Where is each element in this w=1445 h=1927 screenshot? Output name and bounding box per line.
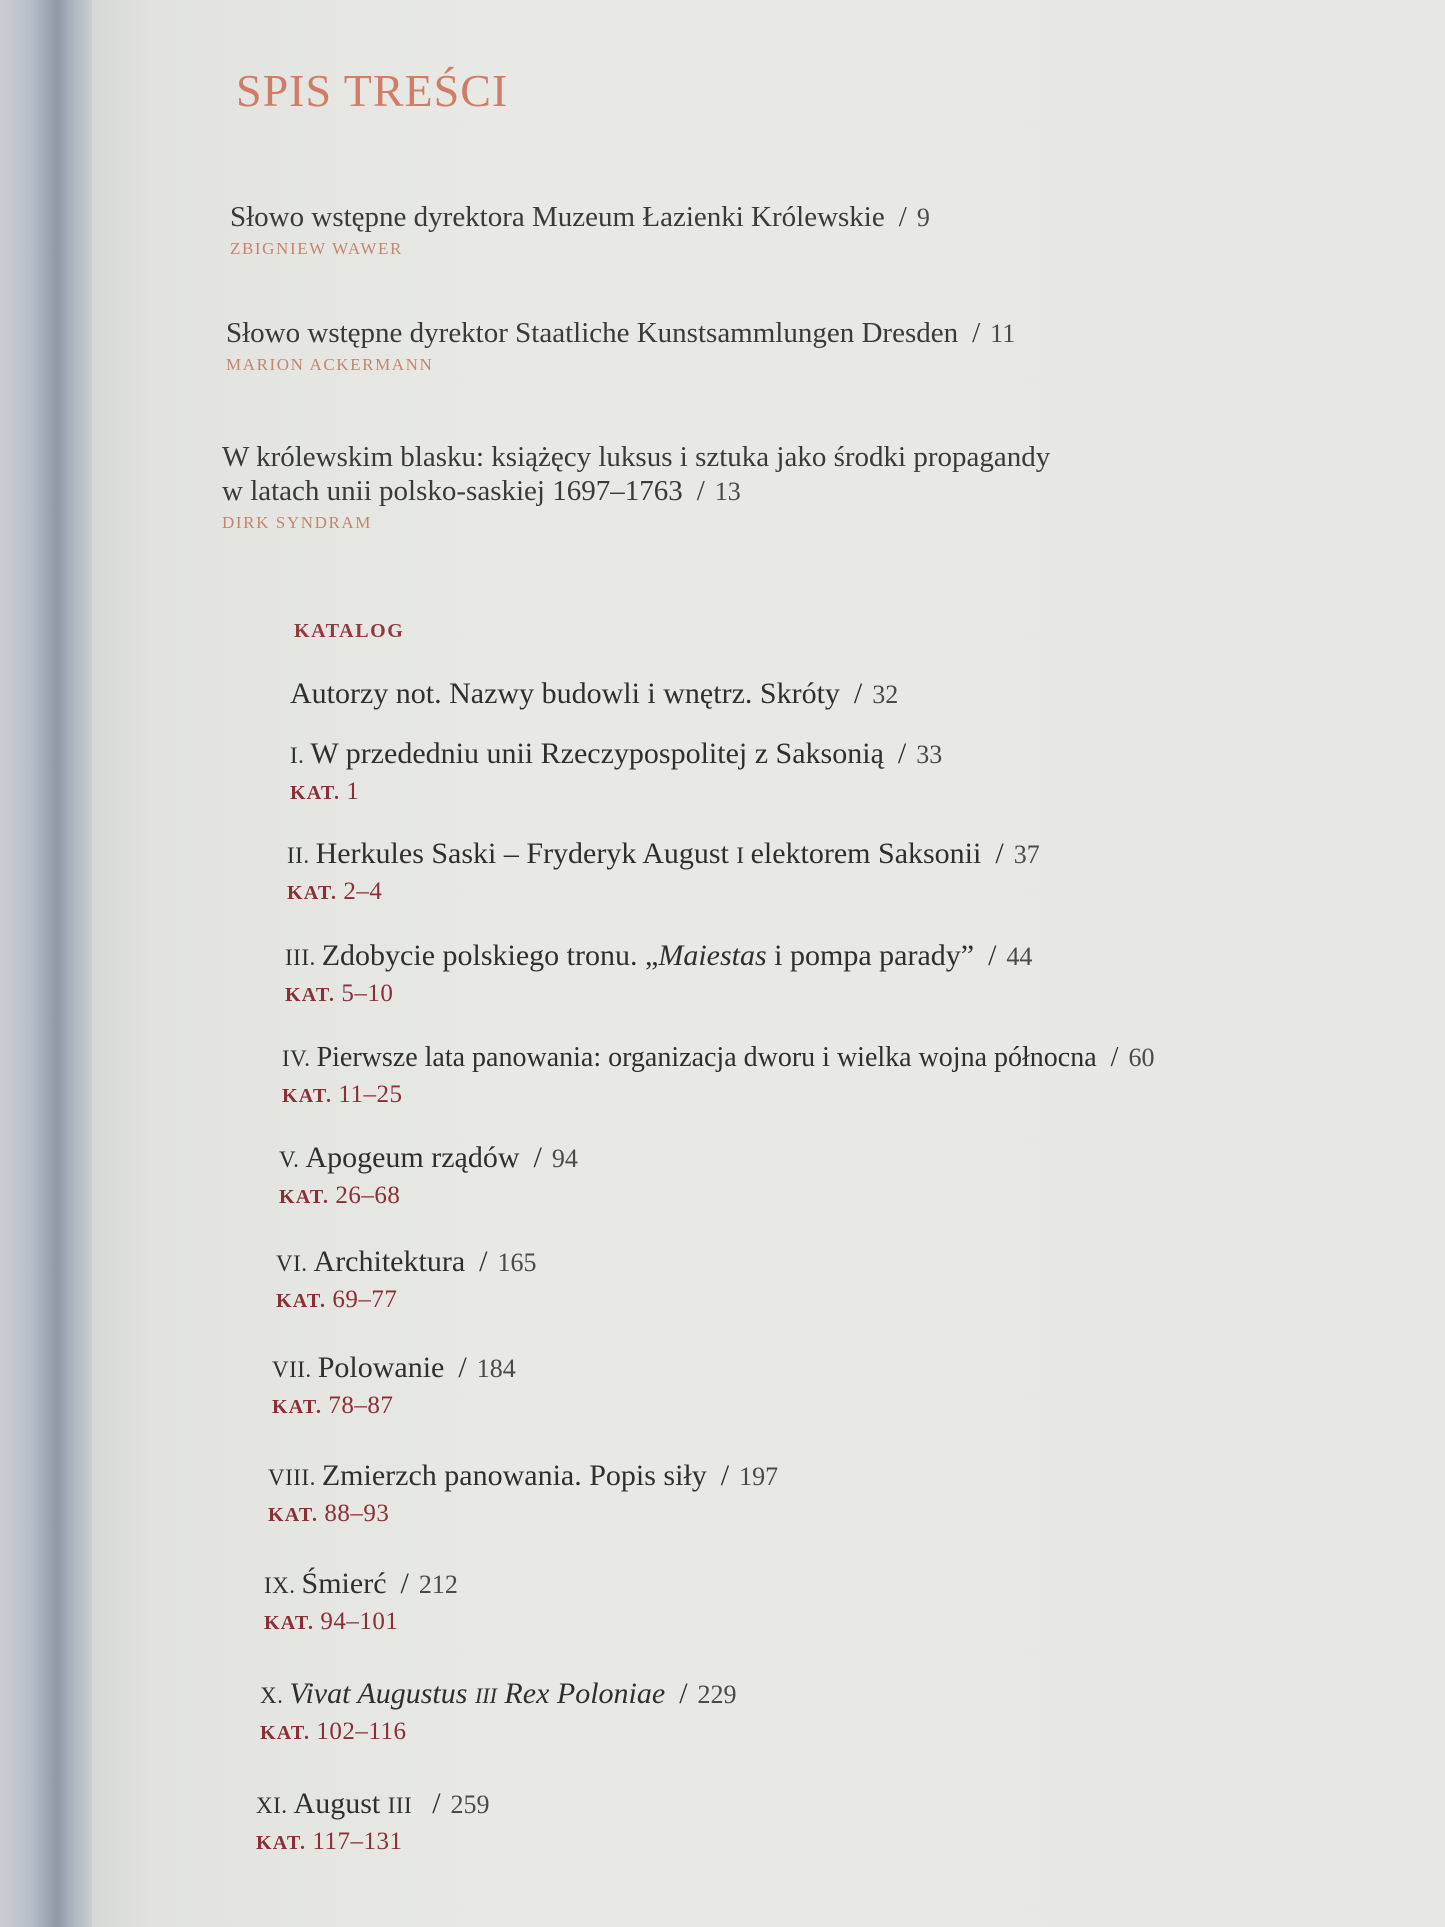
catalog-range (282, 1081, 1154, 1109)
page-number: 33 (916, 740, 943, 769)
entry-title-line (256, 1786, 490, 1824)
chapter-roman: VIII. (268, 1465, 316, 1490)
entry-author: DIRK SYNDRAM (222, 513, 373, 532)
entry-title-line (287, 836, 1040, 874)
page-number: 32 (872, 680, 899, 709)
page-number: 9 (916, 203, 930, 232)
kat-numbers: 88–93 (324, 1500, 390, 1527)
separator-slash: / (720, 1459, 730, 1492)
page-number: 13 (714, 477, 741, 506)
entry-title-line (226, 316, 1015, 351)
page-title: SPIS TREŚCI (236, 65, 509, 116)
kat-label: KAT. (264, 1612, 315, 1634)
toc-entry-chapter-5 (279, 1140, 578, 1210)
page-number: 11 (990, 319, 1016, 348)
kat-label: KAT. (256, 1832, 307, 1854)
entry-author: MARION ACKERMANN (226, 355, 434, 374)
kat-numbers: 102–116 (316, 1718, 407, 1745)
toc-entry-chapter-6 (276, 1244, 536, 1314)
toc-entry-essay-syndram (222, 440, 1050, 533)
chapter-roman: III. (285, 945, 316, 970)
entry-title-italic: Vivat Augustus (289, 1677, 468, 1710)
separator-slash: / (898, 201, 907, 233)
entry-title-italic: Rex Poloniae (504, 1677, 666, 1710)
title-roman: I (736, 843, 745, 868)
entry-title-line (290, 736, 942, 774)
page-number: 259 (450, 1790, 490, 1819)
separator-slash: / (533, 1141, 542, 1174)
separator-slash: / (972, 317, 981, 349)
kat-numbers: 78–87 (328, 1392, 394, 1419)
catalog-range (264, 1608, 458, 1636)
entry-title: Zmierzch panowania. Popis siły (321, 1459, 707, 1492)
entry-title: w latach unii polsko-saskiej 1697–1763 (222, 475, 683, 507)
entry-title: Autorzy not. Nazwy budowli i wnętrz. Skróty (290, 677, 840, 710)
chapter-roman: V. (279, 1147, 300, 1172)
catalog-range (272, 1392, 516, 1420)
toc-entry-chapter-7 (272, 1350, 516, 1420)
catalog-range (256, 1828, 490, 1856)
chapter-roman: X. (260, 1683, 284, 1708)
catalog-range (279, 1182, 578, 1210)
separator-slash: / (696, 475, 705, 507)
entry-title-part: elektorem Saksonii (750, 837, 982, 870)
kat-numbers: 5–10 (341, 980, 394, 1007)
toc-entry-chapter-8 (268, 1458, 778, 1528)
kat-numbers: 117–131 (312, 1828, 403, 1855)
separator-slash: / (1110, 1042, 1119, 1073)
title-roman: III (474, 1683, 497, 1708)
kat-numbers: 94–101 (320, 1608, 399, 1635)
kat-numbers: 26–68 (335, 1182, 401, 1209)
page-number: 184 (476, 1354, 516, 1383)
entry-title-line (264, 1566, 458, 1604)
toc-entry-catalog-intro (290, 676, 898, 713)
chapter-roman: VI. (276, 1251, 308, 1276)
chapter-roman: I. (290, 743, 305, 768)
kat-numbers: 11–25 (338, 1081, 403, 1108)
page-number: 229 (697, 1680, 737, 1709)
kat-label: KAT. (287, 882, 338, 904)
entry-title-line (282, 1040, 1154, 1077)
kat-label: KAT. (282, 1085, 333, 1107)
kat-label: KAT. (268, 1504, 319, 1526)
entry-title-line (272, 1350, 516, 1388)
separator-slash: / (679, 1677, 688, 1710)
entry-title: Śmierć (301, 1567, 387, 1600)
entry-title: Architektura (313, 1245, 466, 1278)
entry-title-line-1: W królewskim blasku: książęcy luksus i sztuka jako środki propagandy (222, 441, 1051, 473)
catalog-heading: KATALOG (294, 620, 405, 642)
separator-slash: / (432, 1787, 441, 1820)
page-number: 94 (551, 1144, 578, 1173)
catalog-range (287, 878, 1040, 906)
entry-title-line (260, 1676, 737, 1714)
catalog-range (285, 980, 1032, 1008)
entry-title-part: i pompa parady” (766, 939, 975, 972)
toc-entry-chapter-2 (287, 836, 1040, 906)
entry-title-line (279, 1140, 578, 1178)
kat-label: KAT. (272, 1396, 323, 1418)
chapter-roman: IV. (282, 1046, 311, 1071)
toc-entry-foreword-wawer (230, 200, 930, 259)
entry-title-line (230, 200, 930, 235)
kat-label: KAT. (279, 1186, 330, 1208)
toc-entry-chapter-10 (260, 1676, 737, 1746)
kat-numbers: 2–4 (343, 878, 383, 905)
entry-title: Słowo wstępne dyrektor Staatliche Kunstsammlungen Dresden (226, 317, 959, 349)
entry-title-line (268, 1458, 778, 1496)
page-number: 212 (418, 1570, 458, 1599)
page-number: 37 (1013, 840, 1040, 869)
entry-title: Polowanie (317, 1351, 445, 1384)
kat-numbers: 69–77 (332, 1286, 398, 1313)
separator-slash: / (479, 1245, 488, 1278)
chapter-roman: IX. (264, 1573, 296, 1598)
kat-numbers: 1 (346, 778, 360, 805)
separator-slash: / (853, 677, 863, 710)
page-number: 165 (497, 1248, 537, 1277)
toc-entry-chapter-3 (285, 938, 1032, 1008)
catalog-range (290, 778, 942, 806)
toc-entry-foreword-ackermann (226, 316, 1015, 375)
page-number: 197 (739, 1462, 779, 1491)
entry-title-part: August (293, 1787, 381, 1820)
page-number: 44 (1006, 942, 1033, 971)
kat-label: KAT. (285, 984, 336, 1006)
entry-title-line (285, 938, 1032, 976)
kat-label: KAT. (276, 1290, 327, 1312)
entry-title: Słowo wstępne dyrektora Muzeum Łazienki Królewskie (230, 201, 885, 233)
book-spine-shadow (0, 0, 100, 1927)
catalog-range (260, 1718, 737, 1746)
entry-title-line-2 (222, 474, 1050, 509)
kat-label: KAT. (260, 1722, 311, 1744)
entry-title: W przededniu unii Rzeczypospolitej z Saksonią (310, 737, 884, 770)
entry-title: Apogeum rządów (305, 1141, 520, 1174)
catalog-range (276, 1286, 536, 1314)
chapter-roman: XI. (256, 1793, 288, 1818)
entry-title-line (276, 1244, 536, 1282)
separator-slash: / (458, 1351, 467, 1384)
title-roman: III (387, 1793, 413, 1818)
entry-title: Pierwsze lata panowania: organizacja dworu i wielka wojna północna (316, 1042, 1097, 1073)
entry-title-part: Zdobycie polskiego tronu. „ (321, 939, 659, 972)
kat-label: KAT. (290, 782, 341, 804)
chapter-roman: II. (287, 843, 310, 868)
toc-entry-chapter-4 (282, 1040, 1154, 1109)
entry-author: ZBIGNIEW WAWER (230, 239, 403, 258)
catalog-range (268, 1500, 778, 1528)
page-number: 60 (1128, 1043, 1155, 1072)
separator-slash: / (988, 939, 997, 972)
separator-slash: / (995, 837, 1004, 870)
entry-title-part: Herkules Saski – Fryderyk August (315, 837, 729, 870)
entry-title-italic: Maiestas (658, 939, 767, 972)
toc-entry-chapter-9 (264, 1566, 458, 1636)
toc-entry-chapter-11 (256, 1786, 490, 1856)
separator-slash: / (400, 1567, 409, 1600)
separator-slash: / (897, 737, 907, 770)
toc-entry-chapter-1 (290, 736, 942, 806)
chapter-roman: VII. (272, 1357, 312, 1382)
entry-title-line (290, 676, 898, 713)
